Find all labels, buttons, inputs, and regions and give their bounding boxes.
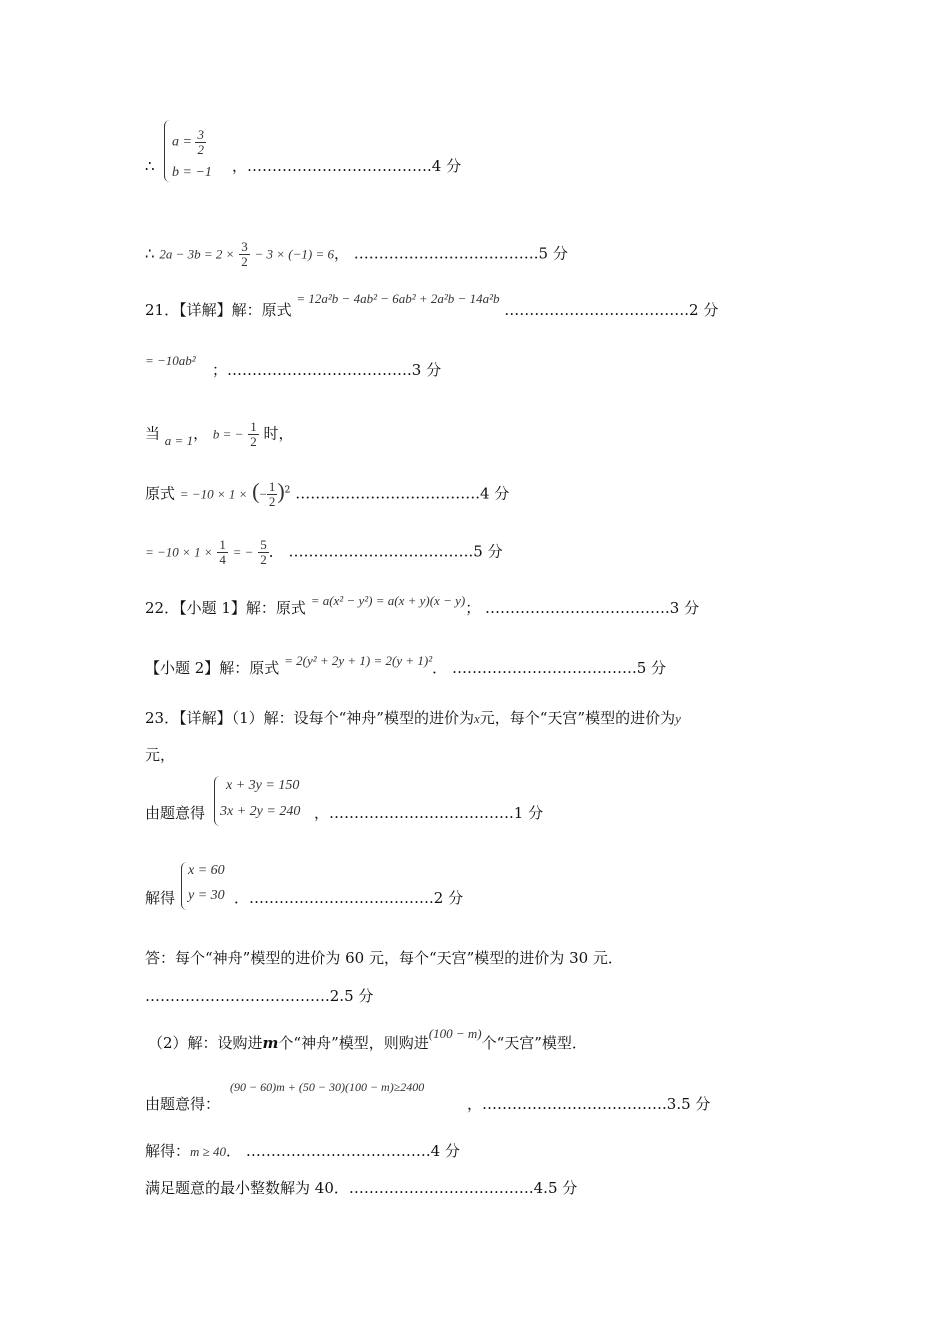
q20-brace xyxy=(164,120,170,182)
q21-expr4-frac1: $\frac{1}{4}$ xyxy=(219,537,226,567)
q23-score1-line: ，……………………………….1 分 xyxy=(314,804,544,822)
q20-eq-b: b = −1 xyxy=(172,165,212,180)
q22-part2-line: 【小题 2】解：原式 = 2(y² + 2y + 1) = 2(y + 1)²． ……………………………….5 分 xyxy=(145,653,667,677)
q23-eq2: 3x + 2y = 240 xyxy=(220,804,301,819)
q21-head-line: 21．【详解】解：原式 = 12a²b − 4ab² − 6ab² + 2a²b − 14a²b ……………………………….2 分 xyxy=(145,291,719,319)
therefore-symbol: ∴ xyxy=(145,157,155,175)
q23-setup-line: 由题意得 xyxy=(145,804,206,822)
q23-line2: 元， xyxy=(145,746,176,764)
q20-expr-frac: $\frac{3}{2}$ xyxy=(241,239,248,269)
q23-part2-line: （2）解：设购进m个“神舟”模型，则购进(100 − m)个“天宫”模型． xyxy=(148,1026,587,1052)
q23-setup2-line: 由题意得： xyxy=(145,1095,221,1113)
q21-expr2-line: = −10ab² xyxy=(145,353,196,368)
q22-part1-line: 22．【小题 1】解：原式 = a(x² − y²) = a(x + y)(x − y)； ……………………………….3 分 xyxy=(145,593,700,617)
q23-score4-line: ，……………………………….3.5 分 xyxy=(467,1095,711,1113)
q23-solve-line: 解得 xyxy=(145,889,176,907)
q21-expr3-frac: $\frac{1}{2}$ xyxy=(268,479,276,509)
q23-brace-2 xyxy=(181,862,187,910)
q21-when-line: 当 a = 1， b = − $\frac{1}{2}$ 时， xyxy=(145,419,294,449)
q21-expr4-frac2: $\frac{5}{2}$ xyxy=(260,537,267,567)
q20-frac-a: $\frac{3}{2}$ xyxy=(197,127,204,157)
q23-answer-line: 答：每个“神舟”模型的进价为 60 元，每个“天宫”模型的进价为 30 元． xyxy=(145,949,623,967)
q23-sol2: y = 30 xyxy=(188,888,225,903)
q23-eq1: x + 3y = 150 xyxy=(226,778,300,793)
q21-b-frac: $\frac{1}{2}$ xyxy=(250,419,257,449)
q23-final-line: 满足题意的最小整数解为 40．……………………………….4.5 分 xyxy=(145,1179,578,1197)
q20-result-line: ∴ 2a − 3b = 2 × $\frac{3}{2}$ − 3 × (−1) = 6， ……………………………….5 分 xyxy=(145,239,568,269)
q21-expr3-line: 原式 = −10 × 1 × (− $\frac{1}{2}$ )$^2$ ……………………………….4 分 xyxy=(145,478,510,509)
q23-line1: 23．【详解】（1）解：设每个“神舟”模型的进价为x元，每个“天宫”模型的进价为y xyxy=(145,709,681,727)
q23-solve2-line: 解得：m ≥ 40． ……………………………….4 分 xyxy=(145,1142,460,1160)
q23-score3-line: ……………………………….2.5 分 xyxy=(145,987,374,1005)
q23-inequality: (90 − 60)m + (50 − 30)(100 − m)≥2400 xyxy=(230,1080,425,1094)
q20-therefore-line xyxy=(145,156,155,176)
q21-score2-line: ；……………………………….3 分 xyxy=(212,361,442,379)
q23-score2-line: ．……………………………….2 分 xyxy=(234,889,464,907)
q23-sol1: x = 60 xyxy=(188,863,225,878)
q20-eq-a: a = $\frac{3}{2}$ xyxy=(172,127,204,157)
q20-score-line-1: ，……………………………….4 分 xyxy=(232,157,462,175)
q21-expr4-line: = −10 × 1 × $\frac{1}{4}$ = − $\frac{5}{2}$ ． ……………………………….5 分 xyxy=(145,537,503,567)
